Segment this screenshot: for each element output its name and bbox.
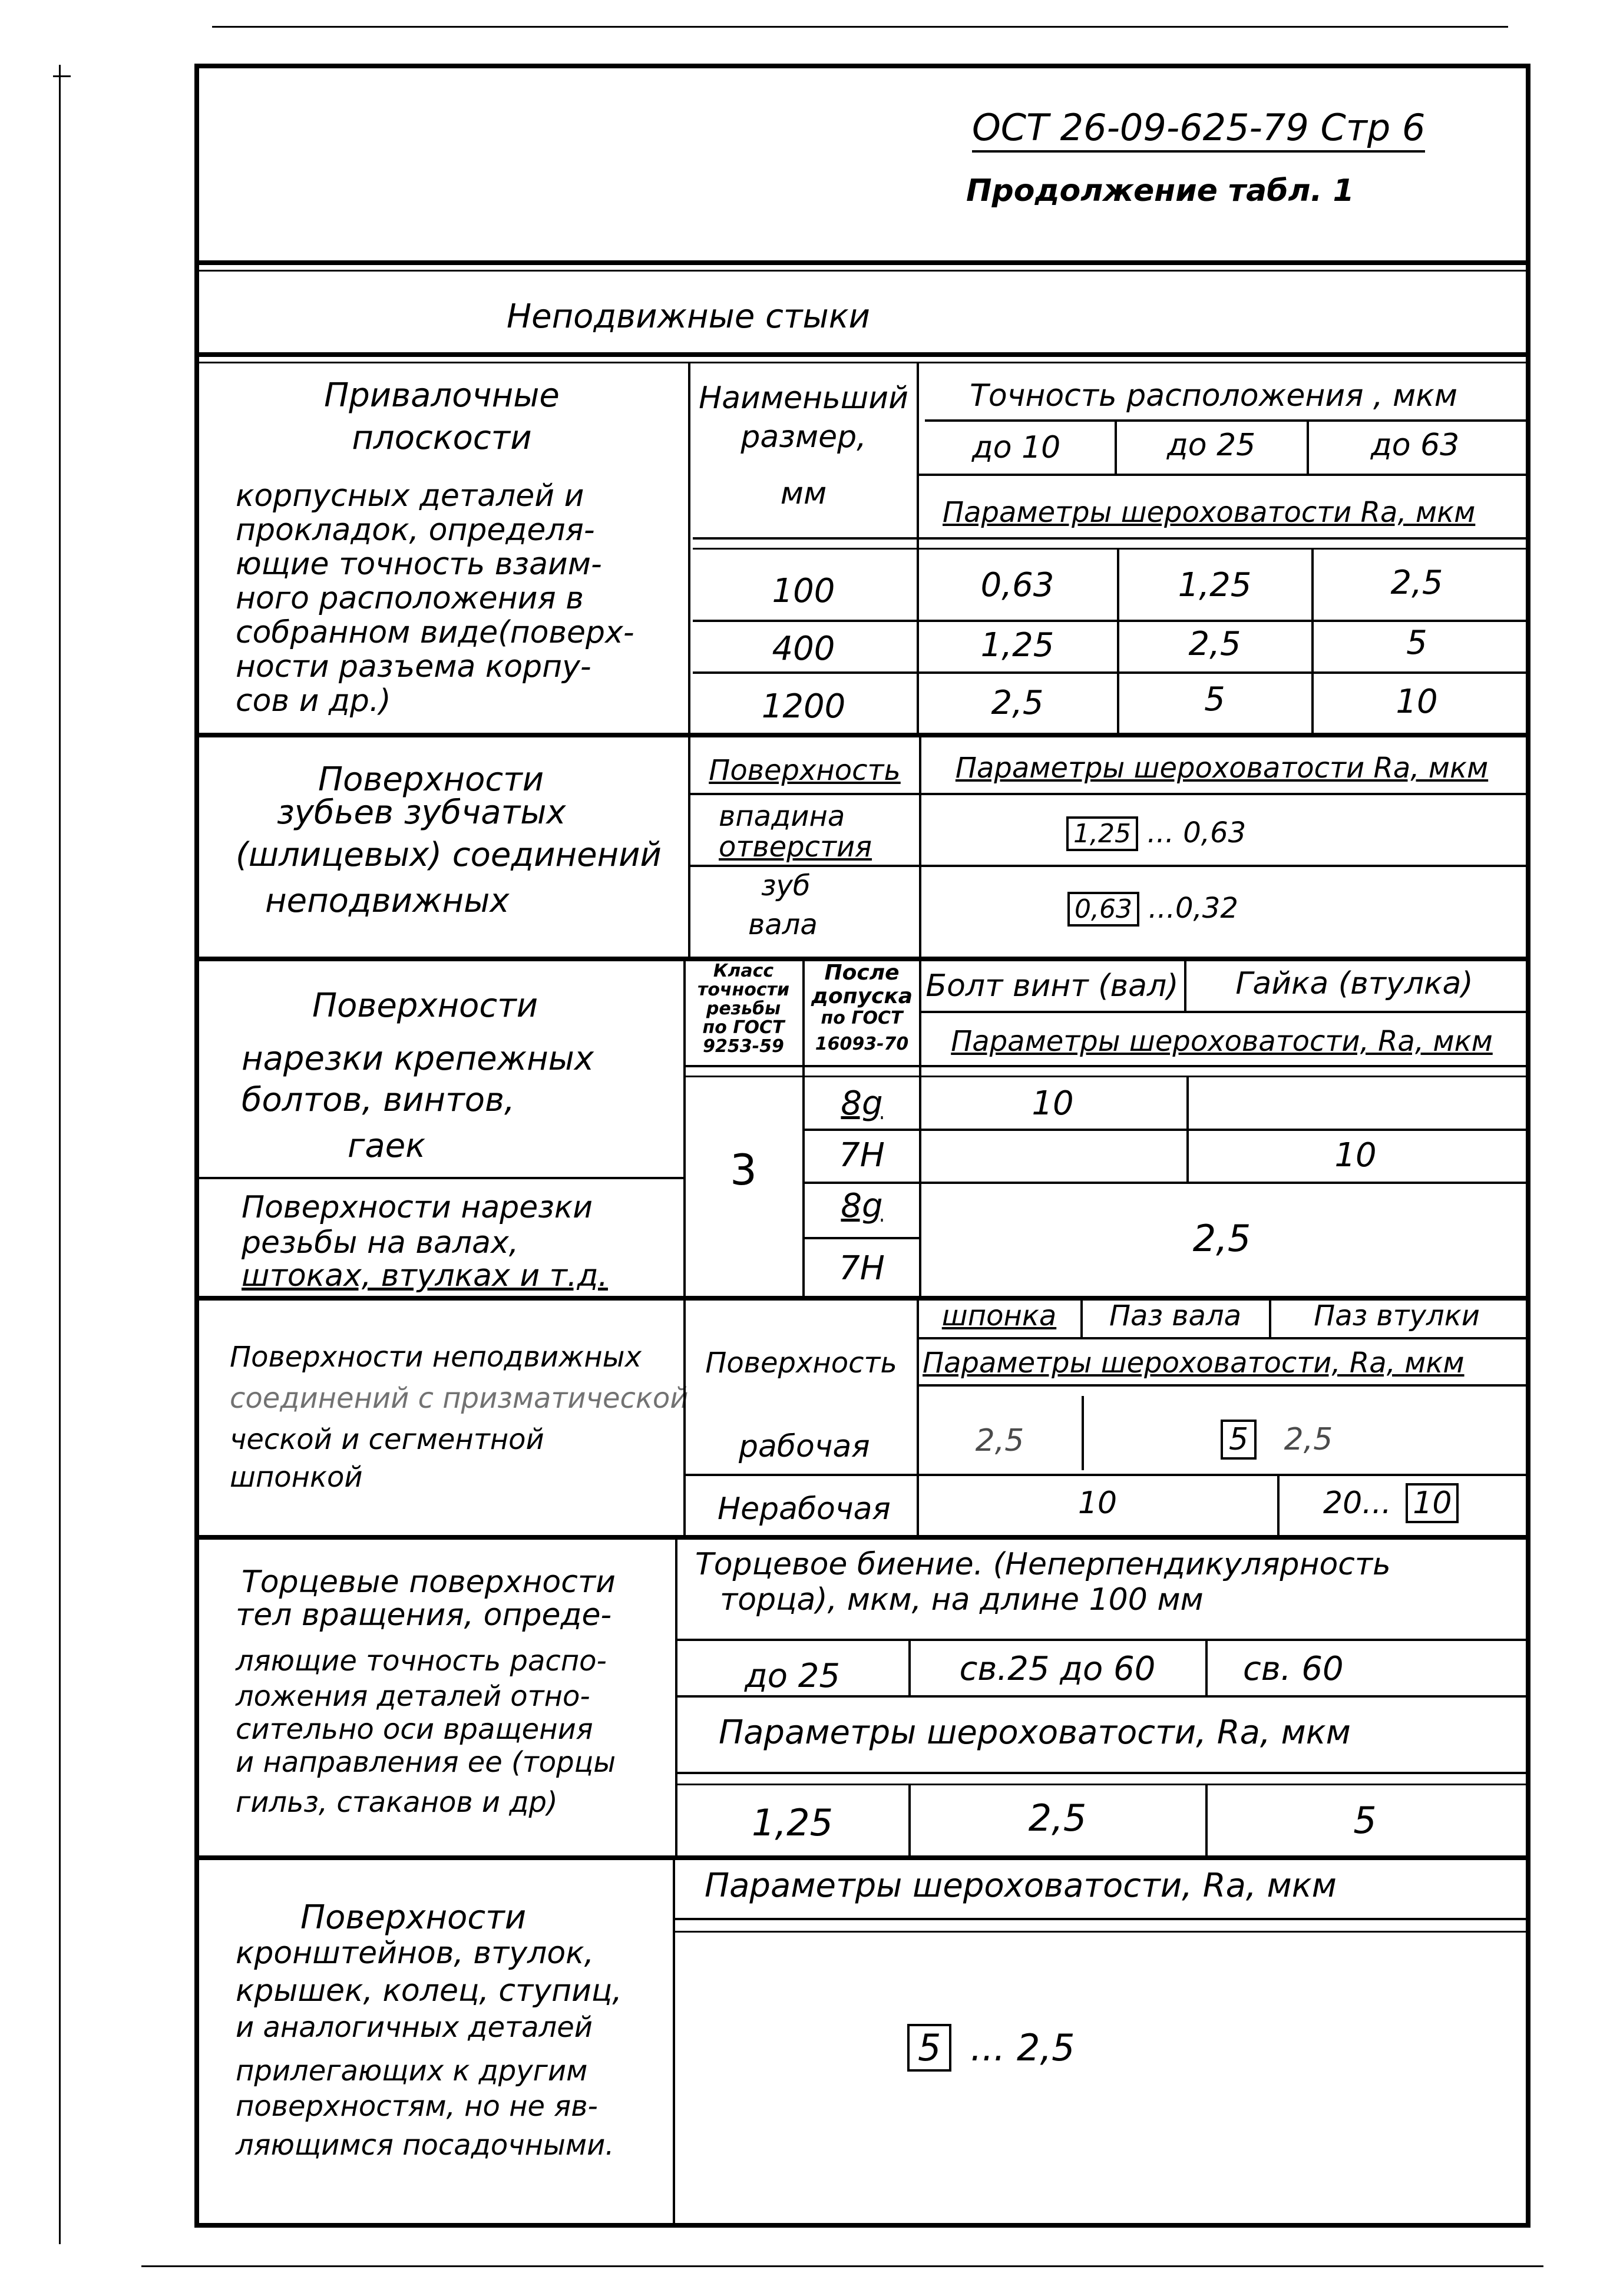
row-line: [917, 1384, 1526, 1387]
col-divider: [673, 1859, 675, 2223]
accuracy-header: Точность расположения , мкм: [970, 378, 1457, 413]
row-line: [693, 671, 1526, 674]
row-value: 2,5: [991, 684, 1044, 722]
row-line: [683, 1474, 1526, 1476]
bottom-edge-line: [141, 2265, 1543, 2267]
threads-title-2: Поверхности нарезки: [242, 1190, 593, 1225]
col-hub: Паз втулки: [1314, 1299, 1480, 1332]
title-divider: [194, 352, 1526, 357]
threads-title: Поверхности: [312, 987, 538, 1025]
working-label: рабочая: [739, 1429, 870, 1464]
col-divider: [688, 362, 690, 733]
tol-value: 8g: [841, 1187, 883, 1225]
surface-label: вала: [748, 908, 818, 941]
doc-code: ОСТ 26-09-625-79 Стр 6: [972, 106, 1425, 153]
class-value: 3: [730, 1145, 757, 1195]
row-line: [917, 474, 1526, 476]
bracket-ra-value: [907, 2026, 1075, 2069]
keys-title: ческой и сегментной: [230, 1423, 544, 1456]
hdr-bolt: Болт винт (вал): [925, 968, 1179, 1004]
continuation-label: Продолжение табл. 1: [966, 173, 1354, 209]
row-value: 5: [1204, 680, 1225, 719]
brackets-title: ляющимся посадочными.: [236, 2129, 614, 2162]
working-key: 2,5: [975, 1423, 1024, 1458]
ra-range: 2,5: [1284, 1422, 1333, 1457]
mating-desc-line: сов и др.): [236, 683, 391, 719]
threads-title-2: резьбы на валах,: [242, 1225, 519, 1261]
row-line: [925, 419, 1526, 422]
col-divider: [1082, 1396, 1084, 1470]
header-divider: [194, 260, 1526, 265]
working-shaft-hub: [1221, 1424, 1333, 1455]
ra-header: Параметры шероховатости, Ra, мкм: [923, 1346, 1465, 1379]
row-line: [805, 1182, 1526, 1184]
boxed-value: 1,25: [1066, 816, 1138, 851]
col-surface-header: Поверхность: [709, 754, 901, 787]
runout-col: до 25: [744, 1657, 841, 1695]
col-divider: [1277, 1474, 1280, 1539]
face-value: 5: [1353, 1799, 1377, 1842]
row-line: [688, 865, 1526, 867]
accuracy-col-2: до 25: [1166, 428, 1256, 463]
faces-title: ложения деталей отно-: [236, 1680, 590, 1713]
hdr-class-line: резьбы: [706, 998, 781, 1019]
keys-title: Поверхности неподвижных: [230, 1341, 642, 1374]
size-header-1: Наименьший: [699, 381, 908, 416]
ra-value: [1067, 892, 1238, 925]
splines-title: неподвижных: [265, 882, 510, 920]
splines-title: Поверхности: [318, 760, 544, 799]
col-shaft: Паз вала: [1109, 1299, 1242, 1332]
row-value: 1,25: [980, 626, 1054, 664]
merged-value: 2,5: [1192, 1217, 1251, 1260]
hdr-class-line: точности: [697, 980, 790, 1000]
mating-desc-line: ности разъема корпу-: [236, 649, 591, 684]
mating-desc-line: прокладок, определя-: [236, 512, 595, 548]
row-line: [194, 1177, 686, 1179]
row-size: 400: [772, 630, 835, 668]
row-value: 2,5: [1390, 564, 1443, 602]
table-title: Неподвижные стыки: [507, 297, 870, 336]
row-line: [693, 537, 1526, 540]
row-value: 10: [1396, 683, 1438, 721]
doc-code-block: [972, 106, 1426, 149]
row-line: [919, 1011, 1526, 1013]
runout-col: св. 60: [1243, 1650, 1344, 1688]
row-line: [673, 1931, 1526, 1933]
hdr-nut: Гайка (втулка): [1235, 966, 1473, 1001]
nonworking-key: 10: [1077, 1486, 1118, 1521]
ra-range: ... 0,63: [1147, 816, 1247, 849]
col-divider: [917, 362, 919, 733]
nonworking-label: Нерабочая: [718, 1491, 891, 1527]
section-divider: [194, 1855, 1526, 1860]
ra-header: Параметры шероховатости, Ra, мкм: [705, 1867, 1337, 1905]
brackets-title: кронштейнов, втулок,: [236, 1936, 594, 1971]
faces-title: ляющие точность распо-: [236, 1645, 607, 1678]
row-value: 1,25: [1178, 566, 1252, 604]
faces-title: и направления ее (торцы: [236, 1746, 616, 1779]
row-size: 1200: [761, 687, 846, 726]
row-line: [675, 1695, 1526, 1698]
splines-title: зубьев зубчатых: [277, 793, 566, 832]
row-line: [917, 1337, 1526, 1339]
mating-title-1: Привалочные: [324, 376, 560, 415]
hdr-tol-line: по ГОСТ: [821, 1008, 903, 1028]
ra-range: ... 2,5: [970, 2026, 1075, 2069]
ra-value: [1066, 816, 1247, 849]
boxed-value: 5: [907, 2024, 951, 2072]
boxed-value: 5: [1221, 1420, 1257, 1460]
section-divider: [194, 1535, 1526, 1540]
row-value: 0,63: [980, 566, 1054, 604]
col-key: шпонка: [941, 1299, 1057, 1332]
edge-tick: [53, 75, 71, 77]
threads-title: гаек: [348, 1127, 426, 1165]
mating-desc-line: ющие точность взаим-: [236, 547, 602, 582]
brackets-title: и аналогичных деталей: [236, 2011, 593, 2044]
mating-title-2: плоскости: [352, 419, 532, 457]
size-header-3: мм: [780, 476, 827, 511]
ra-range: 20...: [1323, 1486, 1391, 1521]
surface-label: зуб: [761, 869, 811, 902]
hdr-tol-line: 16093-70: [815, 1034, 909, 1054]
hdr-tol-line: допуска: [811, 984, 913, 1008]
accuracy-col-1: до 10: [971, 430, 1061, 465]
col-divider: [683, 1299, 686, 1539]
row-line: [693, 548, 1526, 550]
faces-title: тел вращения, опреде-: [236, 1597, 612, 1633]
size-header-2: размер,: [741, 419, 867, 455]
col-surface: Поверхность: [705, 1346, 897, 1379]
splines-title: (шлицевых) соединений: [236, 836, 662, 874]
face-value: 2,5: [1028, 1797, 1087, 1840]
row-line: [683, 1065, 1526, 1067]
faces-title: сительно оси вращения: [236, 1713, 593, 1746]
row-line: [675, 1784, 1526, 1785]
hdr-class-line: 9253-59: [703, 1036, 784, 1057]
surface-label: впадина: [719, 800, 845, 833]
top-edge-line: [212, 26, 1508, 28]
left-edge-line: [59, 65, 61, 2244]
threads-title: нарезки крепежных: [242, 1040, 594, 1078]
faces-title: гильз, стаканов и др): [236, 1786, 558, 1819]
bolt-value: 10: [1032, 1084, 1074, 1123]
ra-header: Параметры шероховатости, Ra, мкм: [951, 1025, 1493, 1058]
row-line: [805, 1237, 919, 1239]
brackets-title: Поверхности: [300, 1898, 527, 1937]
surface-label: отверстия: [719, 831, 872, 864]
mating-desc-line: корпусных деталей и: [236, 478, 584, 514]
brackets-title: крышек, колец, ступиц,: [236, 1973, 622, 2009]
accuracy-col-3: до 63: [1370, 428, 1460, 463]
keys-title: шпонкой: [230, 1461, 363, 1494]
row-line: [675, 1639, 1526, 1641]
brackets-title: поверхностям, но не яв-: [236, 2090, 598, 2123]
ra-header: Параметры шероховатости, Ra, мкм: [719, 1713, 1351, 1752]
row-size: 100: [772, 572, 835, 610]
tol-value: 7H: [839, 1249, 885, 1288]
ra-range: ...0,32: [1148, 892, 1238, 925]
ra-header: Параметры шероховатости Ra, мкм: [943, 496, 1476, 529]
row-line: [675, 1772, 1526, 1774]
faces-title: Торцевые поверхности: [242, 1564, 616, 1600]
face-value: 1,25: [751, 1801, 834, 1844]
section-divider: [194, 733, 1526, 737]
keys-title: соединений с призматической: [230, 1382, 689, 1415]
header-divider-2: [194, 270, 1526, 272]
boxed-value: 0,63: [1067, 892, 1139, 927]
runout-header: торца), мкм, на длине 100 мм: [720, 1582, 1204, 1617]
mating-desc-line: собранном виде(поверх-: [236, 615, 634, 650]
row-line: [673, 1918, 1526, 1920]
tol-value: 8g: [841, 1084, 883, 1123]
threads-title: болтов, винтов,: [242, 1081, 515, 1119]
col-divider: [1205, 1639, 1208, 1695]
nut-value: 10: [1334, 1136, 1377, 1175]
row-line: [805, 1129, 1526, 1131]
col-ra-header: Параметры шероховатости Ra, мкм: [955, 752, 1489, 785]
nonworking-shaft-hub: [1323, 1486, 1459, 1521]
row-value: 2,5: [1188, 625, 1241, 663]
row-value: 5: [1406, 624, 1427, 662]
threads-title-2: штоках, втулках и т.д.: [242, 1258, 608, 1293]
runout-header: Торцевое биение. (Неперпендикулярность: [695, 1547, 1391, 1582]
title-divider-2: [194, 362, 1526, 363]
brackets-title: прилегающих к другим: [236, 2055, 588, 2087]
row-line: [688, 793, 1526, 795]
hdr-class-line: Класс: [713, 961, 774, 981]
row-line: [693, 620, 1526, 622]
mating-desc-line: ного расположения в: [236, 581, 584, 616]
boxed-value: 10: [1406, 1483, 1459, 1523]
tol-value: 7H: [839, 1136, 885, 1175]
hdr-class-line: по ГОСТ: [702, 1017, 785, 1038]
hdr-tol-line: После: [824, 961, 900, 985]
runout-col: св.25 до 60: [959, 1650, 1156, 1688]
row-line: [683, 1076, 1526, 1077]
